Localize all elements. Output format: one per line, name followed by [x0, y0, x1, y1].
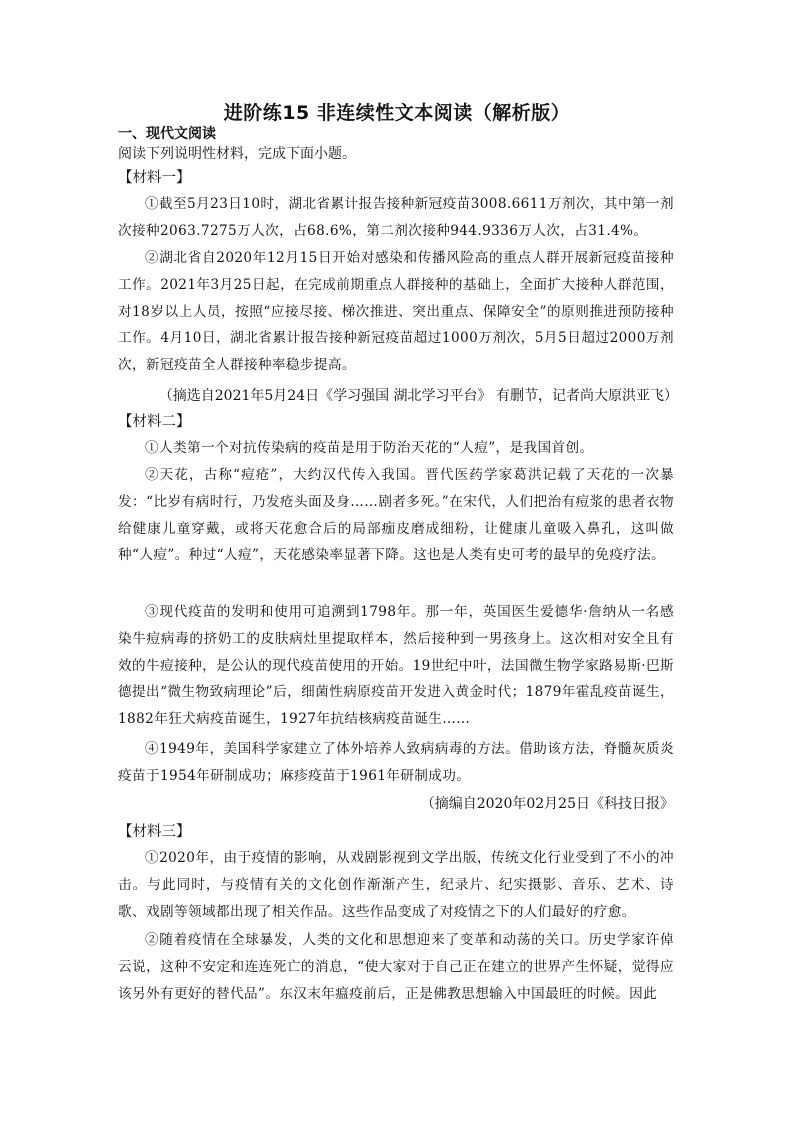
material-3-paragraph-1: ①2020年，由于疫情的影响，从戏剧影视到文学出版，传统文化行业受到了不小的冲击。与此同时，与疫情有关的文化创作渐渐产生，纪录片、纪实摄影、音乐、艺术、诗歌、戏剧等领域都出现了相关作品。这些作品变成了对疫情之下的人们最好的疗愈。: [118, 850, 674, 920]
material-2-heading: 【材料二】: [118, 414, 191, 430]
material-1-heading: 【材料一】: [118, 170, 191, 186]
material-1-source: （摘选自2021年5月24日《学习强国 湖北学习平台》 有删节，记者尚大原洪亚飞）: [158, 388, 678, 404]
section-heading: 一、现代文阅读: [118, 126, 216, 142]
material-3-heading: 【材料三】: [118, 824, 191, 840]
material-1-paragraph-2: ②湖北省自2020年12月15日开始对感染和传播风险高的重点人群开展新冠疫苗接种工作。2021年3月25日起，在完成前期重点人群接种的基础上，全面扩大接种人群范围，对18岁以上人员，按照“应接尽接、梯次推进、突出重点、保障安全”的原则推进预防接种工作。4月10日，湖北省累计报告接种新冠疫苗超过1000万剂次，5月5日超过2000万剂次，新冠疫苗全人群接种率稳步提高。: [118, 250, 674, 374]
material-2-paragraph-4: ④1949年，美国科学家建立了体外培养人致病病毒的方法。借助该方法，脊髓灰质炎疫苗于1954年研制成功；麻疹疫苗于1961年研制成功。: [118, 741, 674, 784]
material-1-paragraph-1: ①截至5月23日10时，湖北省累计报告接种新冠疫苗3008.6611万剂次，其中第一剂次接种2063.7275万人次，占68.6%，第二剂次接种944.9336万人次，占31.4%。: [118, 196, 674, 239]
material-2-paragraph-2: ②天花，古称“痘疮”，大约汉代传入我国。晋代医药学家葛洪记载了天花的一次暴发：“比岁有病时行，乃发疮头面及身……剧者多死。”在宋代，人们把治有痘浆的患者衣物给健康儿童穿戴，或将天花愈合后的局部痂皮磨成细粉，让健康儿童吸入鼻孔，这叫做种“人痘”。种过“人痘”，天花感染率显著下降。这也是人类有史可考的最早的免疫疗法。: [118, 467, 674, 564]
material-3-paragraph-2: ②随着疫情在全球暴发，人类的文化和思想迎来了变革和动荡的关口。历史学家许倬云说，这种不安定和连连死亡的消息，“使大家对于自己正在建立的世界产生怀疑，觉得应该另外有更好的替代品”。东汉末年瘟疫前后，正是佛教思想输入中国最旺的时候。因此: [118, 932, 674, 1002]
material-2-source: （摘编自2020年02月25日《科技日报》: [420, 796, 674, 812]
material-2-paragraph-3: ③现代疫苗的发明和使用可追溯到1798年。那一年，英国医生爱德华·詹纳从一名感染牛痘病毒的挤奶工的皮肤病灶里提取样本，然后接种到一男孩身上。这次相对安全且有效的牛痘接种，是公认的现代疫苗使用的开始。19世纪中叶，法国微生物学家路易斯·巴斯德提出“微生物致病理论”后，细菌性病原疫苗开发进入黄金时代；1879年霍乱疫苗诞生，1882年狂犬病疫苗诞生，1927年抗结核病疫苗诞生……: [118, 604, 674, 728]
instruction-text: 阅读下列说明性材料，完成下面小题。: [118, 146, 356, 162]
material-2-paragraph-1: ①人类第一个对抗传染病的疫苗是用于防治天花的“人痘”，是我国首创。: [145, 440, 594, 456]
document-title: 进阶练15 非连续性文本阅读（解析版）: [223, 102, 571, 124]
